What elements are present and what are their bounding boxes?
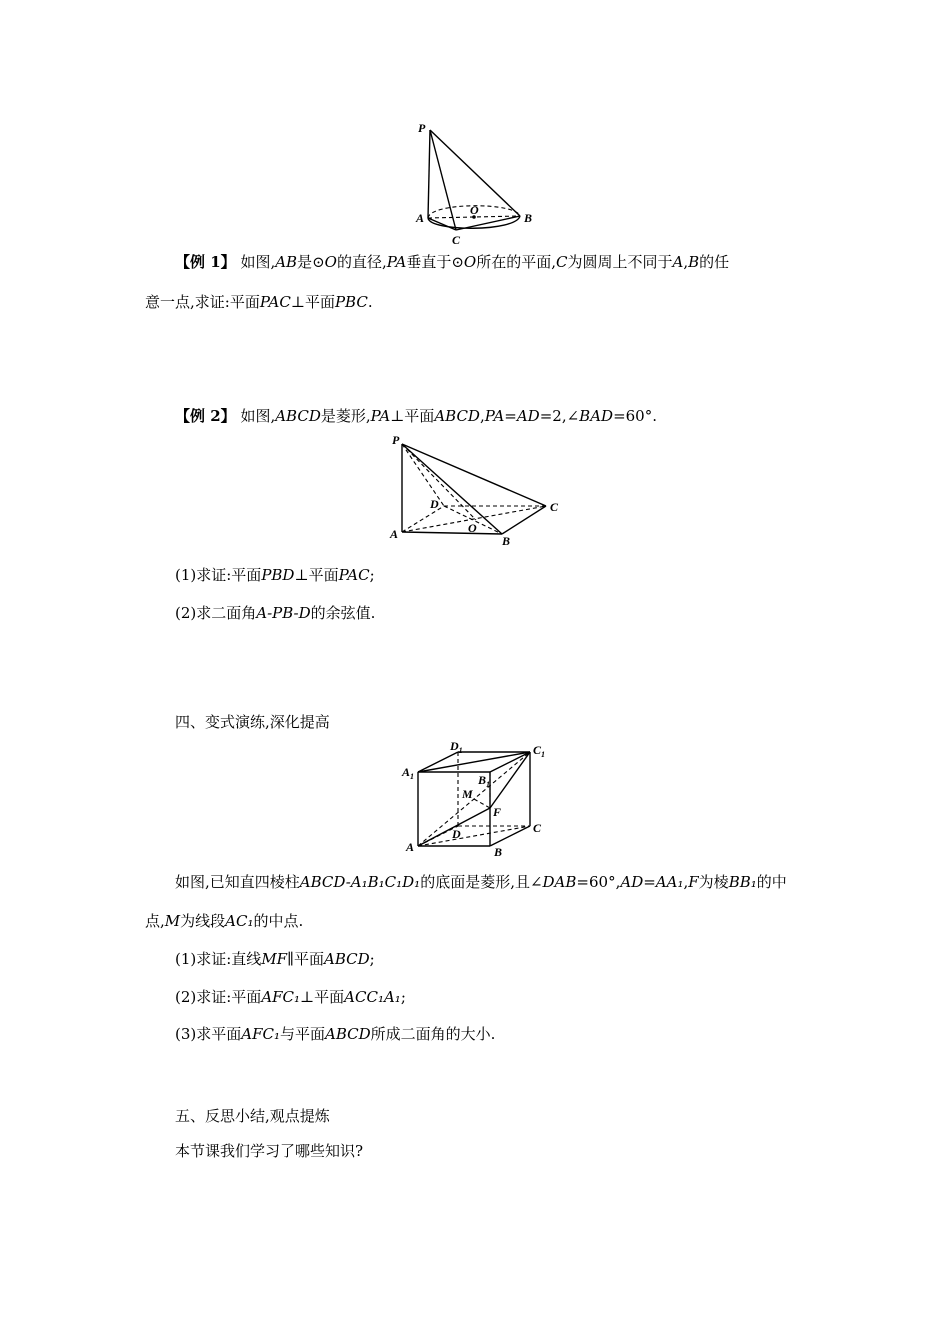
label-d: D	[452, 827, 461, 841]
label-a: A	[406, 840, 415, 854]
label-c: C	[452, 233, 461, 247]
section-4-question-1: (1)求证:直线MF∥平面ABCD;	[175, 950, 375, 968]
label-m: M	[462, 787, 473, 801]
label-c: C	[550, 500, 559, 514]
label-f: F	[493, 805, 502, 819]
label-o: O	[470, 203, 479, 217]
label-b: B	[524, 211, 533, 225]
section-5-heading: 五、反思小结,观点提炼	[175, 1107, 330, 1125]
label-a: A	[416, 211, 425, 225]
section-4-heading: 四、变式演练,深化提高	[175, 713, 330, 731]
section-5-question: 本节课我们学习了哪些知识?	[175, 1142, 364, 1160]
label-c1: $C_1$	[533, 743, 546, 759]
label-b1: $B_1$	[478, 773, 491, 789]
example-2-tag: 【例 2】	[175, 407, 236, 425]
figure-example-1	[410, 118, 550, 250]
example-2-question-1: (1)求证:平面PBD⊥平面PAC;	[175, 566, 375, 584]
label-p: P	[392, 433, 400, 447]
label-a1: $A_1$	[402, 765, 415, 781]
example-1-line-2: 意一点,求证:平面PAC⊥平面PBC.	[145, 293, 373, 311]
section-4-question-2: (2)求证:平面AFC₁⊥平面ACC₁A₁;	[175, 988, 406, 1006]
section-4-paragraph-line-2: 点,M为线段AC₁的中点.	[145, 912, 304, 930]
section-4-question-3: (3)求平面AFC₁与平面ABCD所成二面角的大小.	[175, 1025, 496, 1043]
example-1-line-1: 【例 1】 如图,AB是⊙O的直径,PA垂直于⊙O所在的平面,C为圆周上不同于A,B的任	[175, 253, 730, 271]
label-d1: $D_1$	[450, 739, 463, 755]
figure-example-2	[388, 432, 568, 548]
example-2-question-2: (2)求二面角A-PB-D的余弦值.	[175, 604, 376, 622]
label-b: B	[494, 845, 503, 859]
example-2-statement: 【例 2】 如图,ABCD是菱形,PA⊥平面ABCD,PA=AD=2,∠BAD=60°.	[175, 407, 657, 425]
figure-section-4	[400, 738, 560, 862]
example-1-tag: 【例 1】	[175, 253, 236, 271]
label-b: B	[502, 534, 511, 548]
label-d: D	[430, 497, 439, 511]
label-o: O	[468, 521, 477, 535]
label-p: P	[418, 121, 426, 135]
label-c: C	[533, 821, 542, 835]
label-a: A	[390, 527, 399, 541]
section-4-paragraph-line-1: 如图,已知直四棱柱ABCD-A₁B₁C₁D₁的底面是菱形,且∠DAB=60°,AD=AA₁,F为棱BB₁的中	[175, 873, 787, 891]
